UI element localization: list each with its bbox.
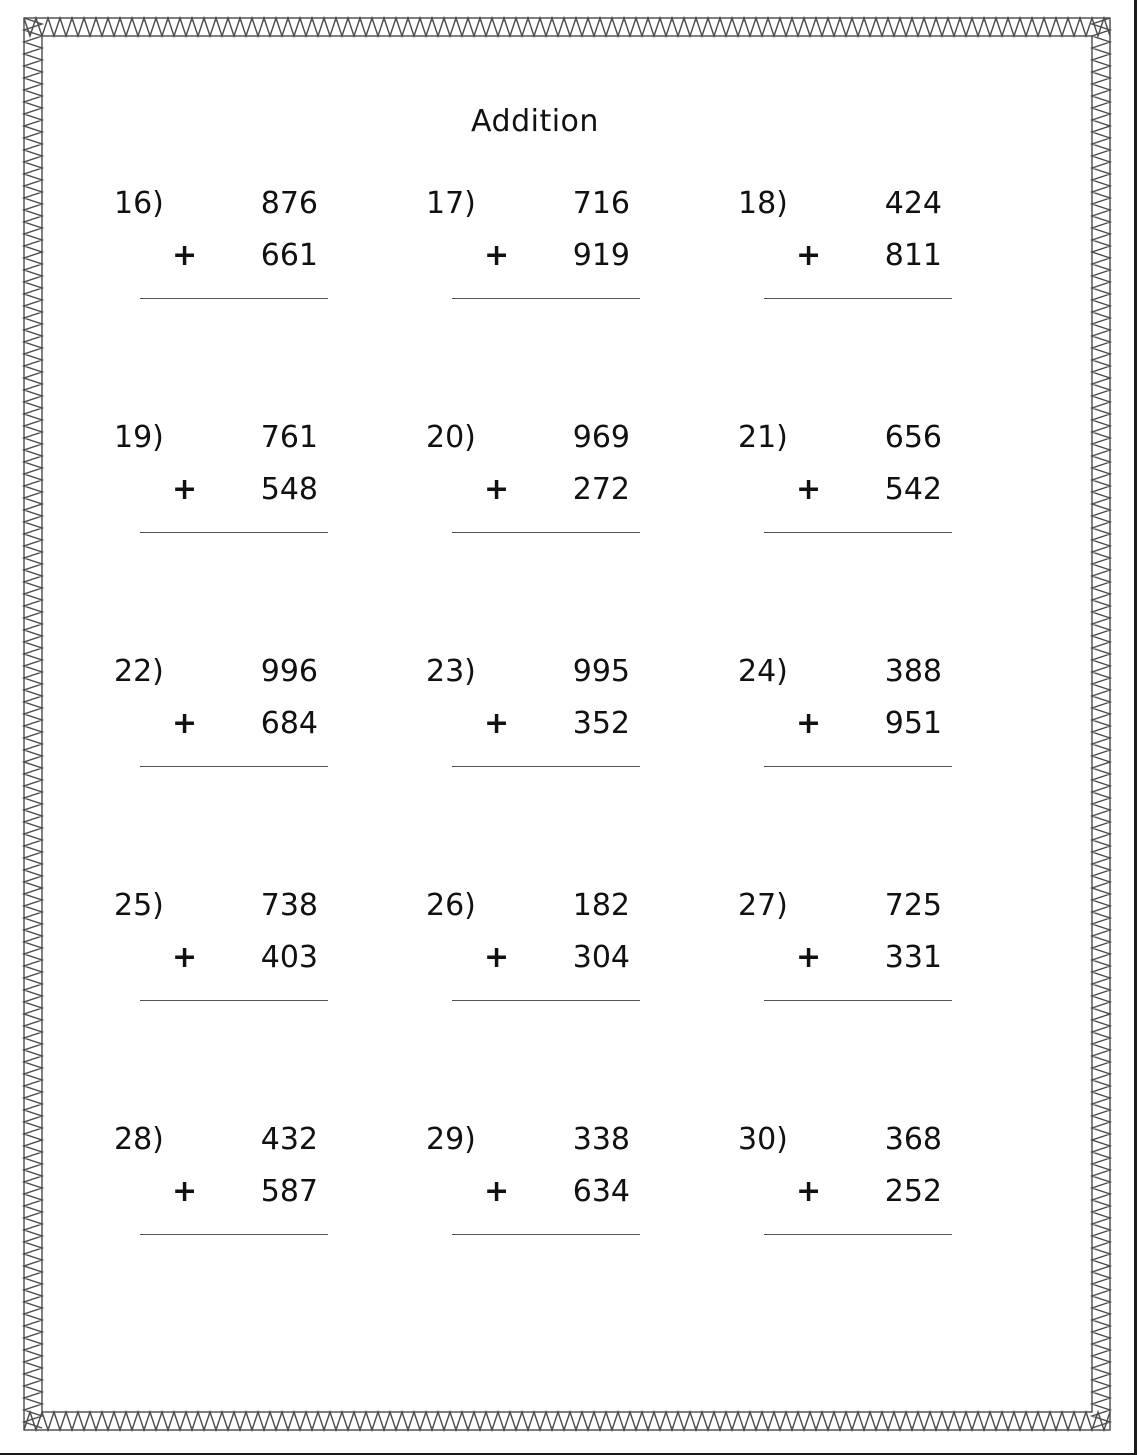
plus-sign: + <box>484 706 510 741</box>
plus-sign: + <box>484 940 510 975</box>
addend-top: 725 <box>884 888 942 923</box>
problem-number: 29) <box>426 1122 476 1157</box>
problem-number: 21) <box>738 420 788 455</box>
answer-line <box>764 532 952 533</box>
addend-top: 368 <box>884 1122 942 1157</box>
plus-sign: + <box>484 472 510 507</box>
addend-bottom: 684 <box>260 706 318 741</box>
plus-sign: + <box>172 1174 198 1209</box>
problem-19 <box>114 420 334 550</box>
answer-line <box>452 532 640 533</box>
problem-25 <box>114 888 334 1018</box>
problem-27 <box>738 888 958 1018</box>
plus-sign: + <box>796 1174 822 1209</box>
problem-number: 17) <box>426 186 476 221</box>
answer-line <box>140 766 328 767</box>
problem-number: 27) <box>738 888 788 923</box>
problem-number: 20) <box>426 420 476 455</box>
addend-bottom: 634 <box>572 1174 630 1209</box>
problem-number: 30) <box>738 1122 788 1157</box>
answer-line <box>452 1234 640 1235</box>
addend-top: 338 <box>572 1122 630 1157</box>
plus-sign: + <box>172 706 198 741</box>
addend-bottom: 587 <box>260 1174 318 1209</box>
addend-bottom: 272 <box>572 472 630 507</box>
problem-number: 28) <box>114 1122 164 1157</box>
problem-number: 25) <box>114 888 164 923</box>
problem-16 <box>114 186 334 316</box>
answer-line <box>140 298 328 299</box>
problem-23 <box>426 654 646 784</box>
problem-17 <box>426 186 646 316</box>
problem-28 <box>114 1122 334 1252</box>
addend-bottom: 661 <box>260 238 318 273</box>
answer-line <box>452 298 640 299</box>
answer-line <box>140 1234 328 1235</box>
problem-18 <box>738 186 958 316</box>
addend-bottom: 548 <box>260 472 318 507</box>
addend-bottom: 352 <box>572 706 630 741</box>
answer-line <box>764 1000 952 1001</box>
addend-top: 182 <box>572 888 630 923</box>
addend-bottom: 811 <box>884 238 942 273</box>
addend-bottom: 403 <box>260 940 318 975</box>
worksheet-title: Addition <box>471 104 599 139</box>
addend-bottom: 331 <box>884 940 942 975</box>
problem-number: 19) <box>114 420 164 455</box>
addend-bottom: 304 <box>572 940 630 975</box>
plus-sign: + <box>172 238 198 273</box>
plus-sign: + <box>796 472 822 507</box>
answer-line <box>452 766 640 767</box>
addend-top: 996 <box>260 654 318 689</box>
plus-sign: + <box>172 472 198 507</box>
problem-number: 16) <box>114 186 164 221</box>
problem-number: 23) <box>426 654 476 689</box>
answer-line <box>140 532 328 533</box>
problem-number: 18) <box>738 186 788 221</box>
plus-sign: + <box>484 1174 510 1209</box>
addend-top: 656 <box>884 420 942 455</box>
problem-26 <box>426 888 646 1018</box>
plus-sign: + <box>484 238 510 273</box>
addend-top: 716 <box>572 186 630 221</box>
addend-bottom: 919 <box>572 238 630 273</box>
problem-20 <box>426 420 646 550</box>
problem-21 <box>738 420 958 550</box>
addend-top: 388 <box>884 654 942 689</box>
answer-line <box>764 766 952 767</box>
problem-number: 26) <box>426 888 476 923</box>
plus-sign: + <box>796 940 822 975</box>
problem-22 <box>114 654 334 784</box>
addend-bottom: 951 <box>884 706 942 741</box>
problem-24 <box>738 654 958 784</box>
addend-top: 424 <box>884 186 942 221</box>
plus-sign: + <box>796 706 822 741</box>
answer-line <box>140 1000 328 1001</box>
problem-number: 22) <box>114 654 164 689</box>
addend-top: 969 <box>572 420 630 455</box>
plus-sign: + <box>172 940 198 975</box>
addend-top: 995 <box>572 654 630 689</box>
problem-30 <box>738 1122 958 1252</box>
addend-bottom: 542 <box>884 472 942 507</box>
answer-line <box>764 1234 952 1235</box>
answer-line <box>764 298 952 299</box>
problem-number: 24) <box>738 654 788 689</box>
plus-sign: + <box>796 238 822 273</box>
addend-top: 761 <box>260 420 318 455</box>
addend-bottom: 252 <box>884 1174 942 1209</box>
problem-29 <box>426 1122 646 1252</box>
answer-line <box>452 1000 640 1001</box>
addend-top: 876 <box>260 186 318 221</box>
addend-top: 432 <box>260 1122 318 1157</box>
addend-top: 738 <box>260 888 318 923</box>
